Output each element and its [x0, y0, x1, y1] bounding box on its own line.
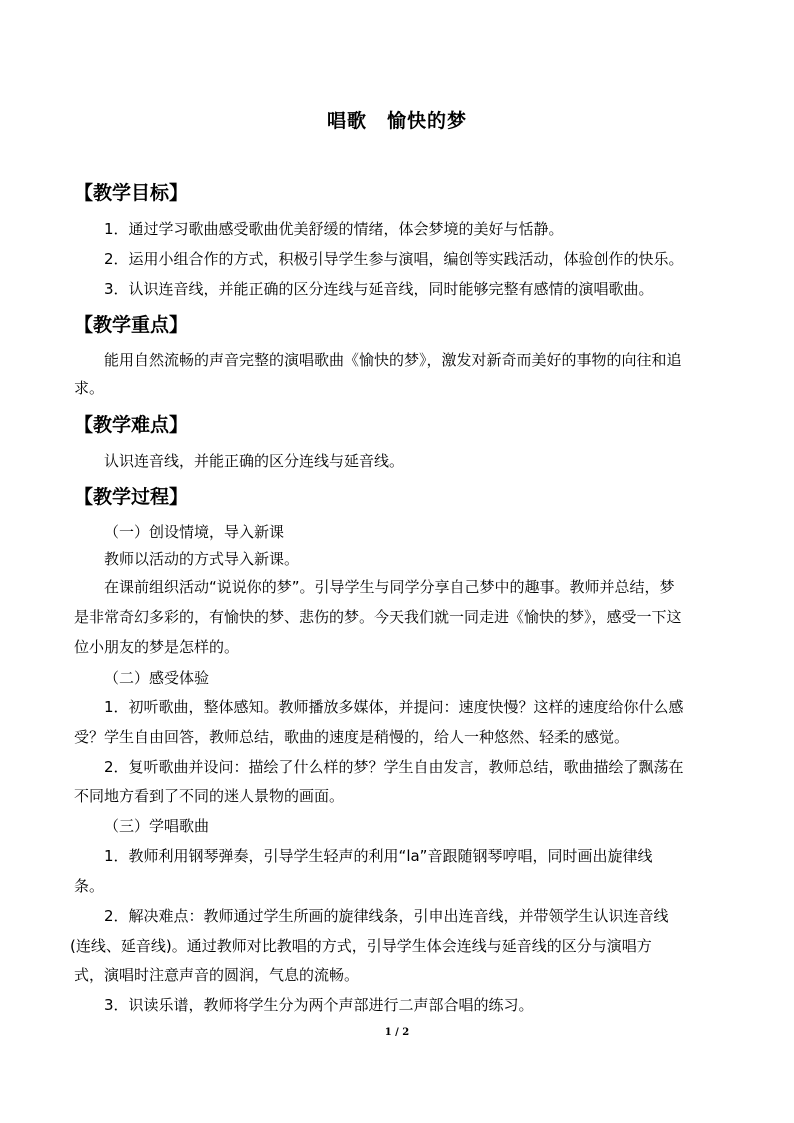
process-line: 受？学生自由回答，教师总结，歌曲的速度是稍慢的，给人一种悠然、轻柔的感觉。 — [74, 728, 630, 746]
process-line: 2．复听歌曲并设问：描绘了什么样的梦？学生自由发言，教师总结，歌曲描绘了飘荡在 — [104, 758, 684, 776]
process-subheading: （一）创设情境，导入新课 — [104, 523, 285, 541]
page-title: 唱歌 愉快的梦 — [326, 110, 467, 132]
process-line: 在课前组织活动“说说你的梦”。引导学生与同学分享自己梦中的趣事。教师并总结，梦 — [104, 578, 675, 596]
section-heading-key-points: 【教学重点】 — [74, 314, 189, 336]
section-heading-process: 【教学过程】 — [74, 486, 189, 508]
page-number: 1 / 2 — [384, 1027, 410, 1038]
process-line: 2．解决难点：教师通过学生所画的旋律线条，引申出连音线，并带领学生认识连音线 — [104, 907, 669, 925]
process-line: 1．初听歌曲，整体感知。教师播放多媒体，并提问：速度快慢？这样的速度给你什么感 — [104, 698, 684, 716]
process-line: 是非常奇幻多彩的，有愉快的梦、悲伤的梦。今天我们就一同走进《愉快的梦》，感受一下这 — [74, 608, 682, 626]
process-line: 不同地方看到了不同的迷人景物的画面。 — [74, 787, 345, 805]
process-line: 式，演唱时注意声音的圆润，气息的流畅。 — [74, 966, 360, 984]
difficulties-line: 认识连音线，并能正确的区分连线与延音线。 — [104, 452, 405, 470]
process-line: (连线、延音线)。通过教师对比教唱的方式，引导学生体会连线与延音线的区分与演唱方 — [70, 937, 652, 955]
section-heading-difficulties: 【教学难点】 — [74, 414, 189, 436]
process-subheading: （二）感受体验 — [104, 669, 210, 687]
key-points-line: 求。 — [74, 379, 105, 397]
process-line: 位小朋友的梦是怎样的。 — [74, 638, 240, 656]
key-points-line: 能用自然流畅的声音完整的演唱歌曲《愉快的梦》，激发对新奇而美好的事物的向往和追 — [104, 351, 682, 369]
objective-item: 1．通过学习歌曲感受歌曲优美舒缓的情绪，体会梦境的美好与恬静。 — [104, 220, 564, 238]
section-heading-objectives: 【教学目标】 — [74, 182, 189, 204]
objective-item: 3．认识连音线，并能正确的区分连线与延音线，同时能够完整有感情的演唱歌曲。 — [104, 280, 654, 298]
process-line: 教师以活动的方式导入新课。 — [104, 550, 300, 568]
process-line: 1．教师利用钢琴弹奏，引导学生轻声的利用“la”音跟随钢琴哼唱，同时画出旋律线 — [104, 847, 653, 865]
process-line: 条。 — [74, 877, 105, 895]
process-line: 3．识读乐谱，教师将学生分为两个声部进行二声部合唱的练习。 — [104, 996, 534, 1014]
process-subheading: （三）学唱歌曲 — [104, 817, 210, 835]
objective-item: 2．运用小组合作的方式，积极引导学生参与演唱，编创等实践活动，体验创作的快乐。 — [104, 250, 684, 268]
